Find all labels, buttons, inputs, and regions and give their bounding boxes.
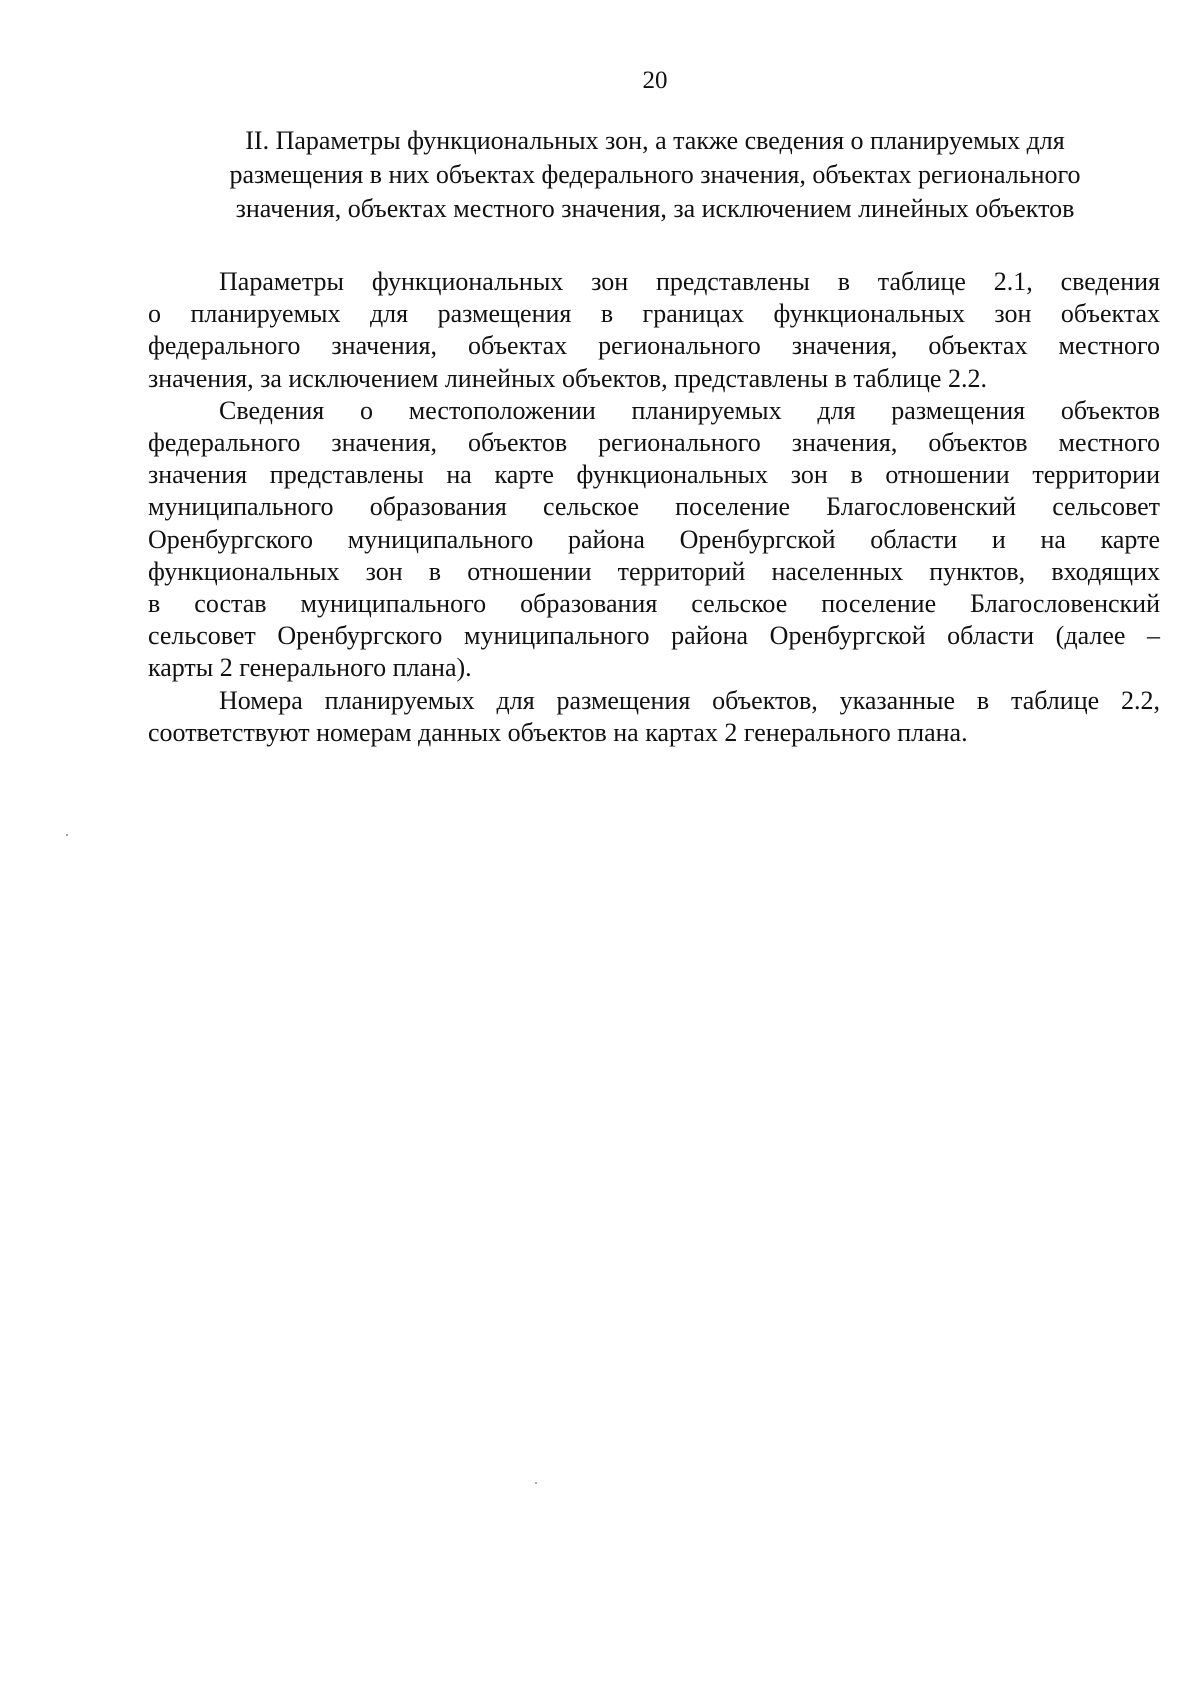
paragraph-object-numbers [148,685,1160,749]
text-line: федерального значения, объектов регионального значения, объектов местного [148,428,1160,458]
text-line: функциональных зон в отношении территорий населенных пунктов, входящих [148,556,1160,586]
body-text [148,266,1160,749]
text-line: федерального значения, объектах регионального значения, объектах местного [148,331,1160,361]
text-line: Параметры функциональных зон представлены в таблице 2.1, сведения [219,267,1160,296]
text-line: муниципального образования сельское поселение Благословенский сельсовет [148,492,1160,522]
section-heading [150,124,1160,226]
paragraph-locations [148,395,1160,685]
text-line: значения, за исключением линейных объектов, представлены в таблице 2.2. [148,363,987,393]
paragraph-tables [148,266,1160,395]
text-line: Номера планируемых для размещения объектов, указанные в таблице 2.2, [219,685,1160,715]
heading-line: II. Параметры функциональных зон, а также сведения о планируемых для [245,126,1065,155]
page-number: 20 [642,67,668,94]
text-line: значения представлены на карте функциональных зон в отношении территории [148,460,1160,490]
heading-line: значения, объектах местного значения, за исключением линейных объектов [235,194,1075,223]
heading-line: размещения в них объектах федерального значения, объектах регионального [229,160,1081,189]
text-line: сельсовет Оренбургского муниципального района Оренбургской области (далее – [148,621,1160,651]
text-line: Оренбургского муниципального района Оренбургской области и на карте [148,524,1160,554]
scan-speck [66,834,68,836]
scan-speck [535,1482,537,1484]
text-line: о планируемых для размещения в границах функциональных зон объектах [148,299,1160,329]
text-line: в состав муниципального образования сельское поселение Благословенский [148,589,1160,619]
text-line: соответствуют номерам данных объектов на картах 2 генерального плана. [148,717,968,747]
text-line: карты 2 генерального плана). [148,653,472,683]
text-line: Сведения о местоположении планируемых для размещения объектов [219,395,1160,425]
